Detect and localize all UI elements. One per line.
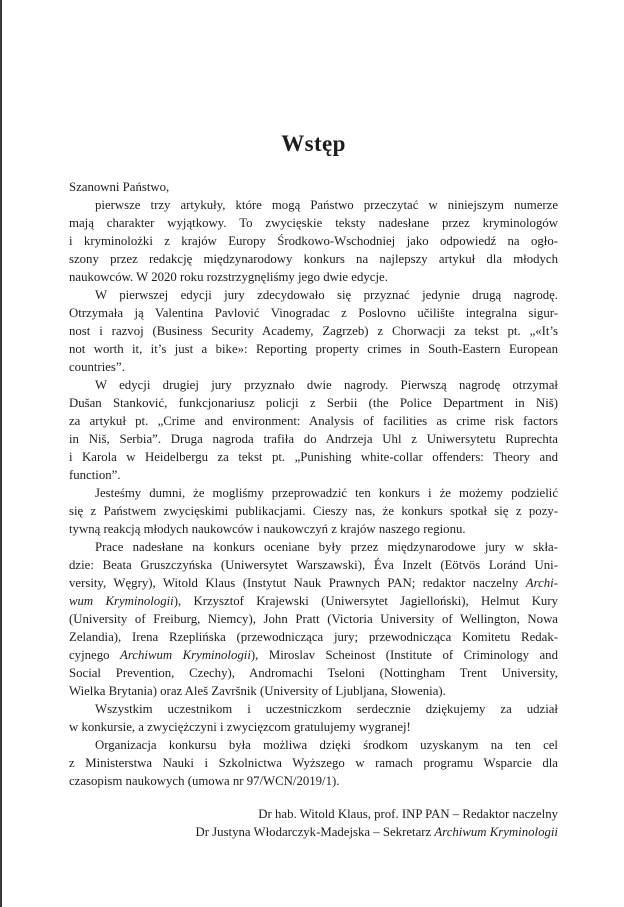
text-line <box>69 700 558 718</box>
text-segment: pierwsze trzy artykuły, które mogą Państwo przeczytać w niniejszym numerze <box>95 198 558 212</box>
text-segment: w konkursie, a zwyciężczyni i zwycięzcom gratulujemy wygranej! <box>69 720 411 734</box>
text-segment: Social Prevention, Czechy), Andromachi Tseloni (Nottingham Trent University, <box>69 666 558 680</box>
text-segment: szony przez redakcję międzynarodowy konkurs na najlepszy artykuł dla młodych <box>69 252 558 266</box>
text-segment: się z Państwem zwycięskimi publikacjami. Cieszy nas, że konkurs spotkał się z pozy- <box>69 504 558 518</box>
text-segment: not worth it, it’s just a bike»: Reporting property crimes in South-Eastern European <box>69 342 558 356</box>
text-line <box>69 484 558 502</box>
text-line <box>69 574 558 592</box>
text-segment: za artykuł pt. „Crime and environment: Analysis of facilities as crime risk factors <box>69 414 558 428</box>
text-line <box>69 610 558 628</box>
text-segment: naukowców. W 2020 roku rozstrzygnęliśmy jego dwie edycje. <box>69 270 388 284</box>
text-line <box>69 376 558 394</box>
text-segment: Wszystkim uczestnikom i uczestniczkom serdecznie dziękujemy za udział <box>95 702 558 716</box>
text-line <box>69 358 558 376</box>
text-segment: Dr Justyna Włodarczyk-Madejska – Sekretarz <box>195 825 435 839</box>
italic-text-segment: Archi- <box>525 576 558 590</box>
page-title: Wstęp <box>281 131 346 157</box>
text-segment: i kryminolożki z krajów Europy Środkowo-Wschodniej jako odpowiedź na ogło- <box>69 234 558 248</box>
text-line <box>69 250 558 268</box>
text-line <box>69 232 558 250</box>
text-segment: Prace nadesłane na konkurs oceniane były przez międzynarodowe jury w skła- <box>95 540 558 554</box>
text-line <box>69 466 558 484</box>
text-segment: Dušan Stanković, funkcjonariusz policji z Serbii (the Police Department in Niš) <box>69 396 558 410</box>
text-line <box>69 772 558 790</box>
text-line <box>69 214 558 232</box>
text-segment: z Ministerstwa Nauki i Szkolnictwa Wyższego w ramach programu Wsparcie dla <box>69 756 558 770</box>
text-line <box>69 646 558 664</box>
text-line <box>69 394 558 412</box>
text-line <box>69 754 558 772</box>
text-segment: Szanowni Państwo, <box>69 180 170 194</box>
text-line <box>69 538 558 556</box>
text-segment: (University of Freiburg, Niemcy), John Pratt (Victoria University of Wellington, Nowa <box>69 612 558 626</box>
text-line <box>69 664 558 682</box>
text-segment: W edycji drugiej jury przyznało dwie nagrody. Pierwszą nagrodę otrzymał <box>95 378 558 392</box>
text-segment: Wielka Brytania) oraz Aleš Završnik (University of Ljubljana, Słowenia). <box>69 684 446 698</box>
text-segment: ), Miroslav Scheinost (Institute of Criminology and <box>250 648 558 662</box>
text-segment: Jesteśmy dumni, że mogliśmy przeprowadzić ten konkurs i że możemy podzielić <box>95 486 558 500</box>
text-line <box>69 805 558 823</box>
text-segment: versity, Węgry), Witold Klaus (Instytut Nauk Prawnych PAN; redaktor naczelny <box>69 576 526 590</box>
text-segment: czasopism naukowych (umowa nr 97/WCN/2019/1). <box>69 774 340 788</box>
text-segment: cyjnego <box>69 648 120 662</box>
italic-text-segment: Archiwum Kryminologii <box>120 648 251 662</box>
text-line <box>69 448 558 466</box>
text-line <box>69 430 558 448</box>
text-line <box>69 682 558 700</box>
text-line <box>69 556 558 574</box>
text-line <box>69 322 558 340</box>
text-segment: ), Krzysztof Krajewski (Uniwersytet Jagielloński), Helmut Kury <box>173 594 558 608</box>
body-text <box>69 178 558 790</box>
italic-text-segment: wum Kryminologii <box>69 594 174 608</box>
text-line <box>69 340 558 358</box>
text-line <box>69 268 558 286</box>
text-segment: mają charakter wyjątkowy. To zwycięskie teksty nadesłane przez kryminologów <box>69 216 558 230</box>
text-line <box>69 628 558 646</box>
text-segment: W pierwszej edycji jury zdecydowało się przyznać jedynie drugą nagrodę. <box>95 288 558 302</box>
text-segment: function”. <box>69 468 121 482</box>
text-segment: dzie: Beata Gruszczyńska (Uniwersytet Warszawski), Éva Inzelt (Eötvös Loránd Uni- <box>69 558 558 572</box>
text-line <box>69 304 558 322</box>
text-segment: in Niš, Serbia”. Druga nagroda trafiła do Andrzeja Uhl z Uniwersytetu Ruprechta <box>69 432 558 446</box>
text-line <box>69 592 558 610</box>
text-line <box>69 178 558 196</box>
text-segment: Organizacja konkursu była możliwa dzięki środkom uzyskanym na ten cel <box>95 738 558 752</box>
signature-block <box>69 805 558 841</box>
left-scan-edge-line <box>0 0 2 907</box>
text-line <box>69 736 558 754</box>
italic-text-segment: Archiwum Kryminologii <box>434 825 558 839</box>
text-line <box>69 502 558 520</box>
text-line <box>69 823 558 841</box>
text-segment: Otrzymała ją Valentina Pavlović Vinogradac z Poslovno učilište integralna sigur- <box>69 306 558 320</box>
text-line <box>69 718 558 736</box>
text-segment: countries”. <box>69 360 125 374</box>
text-line <box>69 286 558 304</box>
text-segment: Dr hab. Witold Klaus, prof. INP PAN – Redaktor naczelny <box>258 807 558 821</box>
text-segment: tywną reakcją młodych naukowców i naukowczyń z krajów naszego regionu. <box>69 522 466 536</box>
text-line <box>69 412 558 430</box>
text-segment: nost i razvoj (Business Security Academy, Zagrzeb) z Chorwacji za tekst pt. „«It’s <box>69 324 558 338</box>
text-segment: Zelandia), Irena Rzeplińska (przewodnicząca jury; przewodnicząca Komitetu Redak- <box>69 630 558 644</box>
text-line <box>69 520 558 538</box>
text-line <box>69 196 558 214</box>
text-segment: i Karola w Heidelbergu za tekst pt. „Punishing white-collar offenders: Theory and <box>69 450 558 464</box>
